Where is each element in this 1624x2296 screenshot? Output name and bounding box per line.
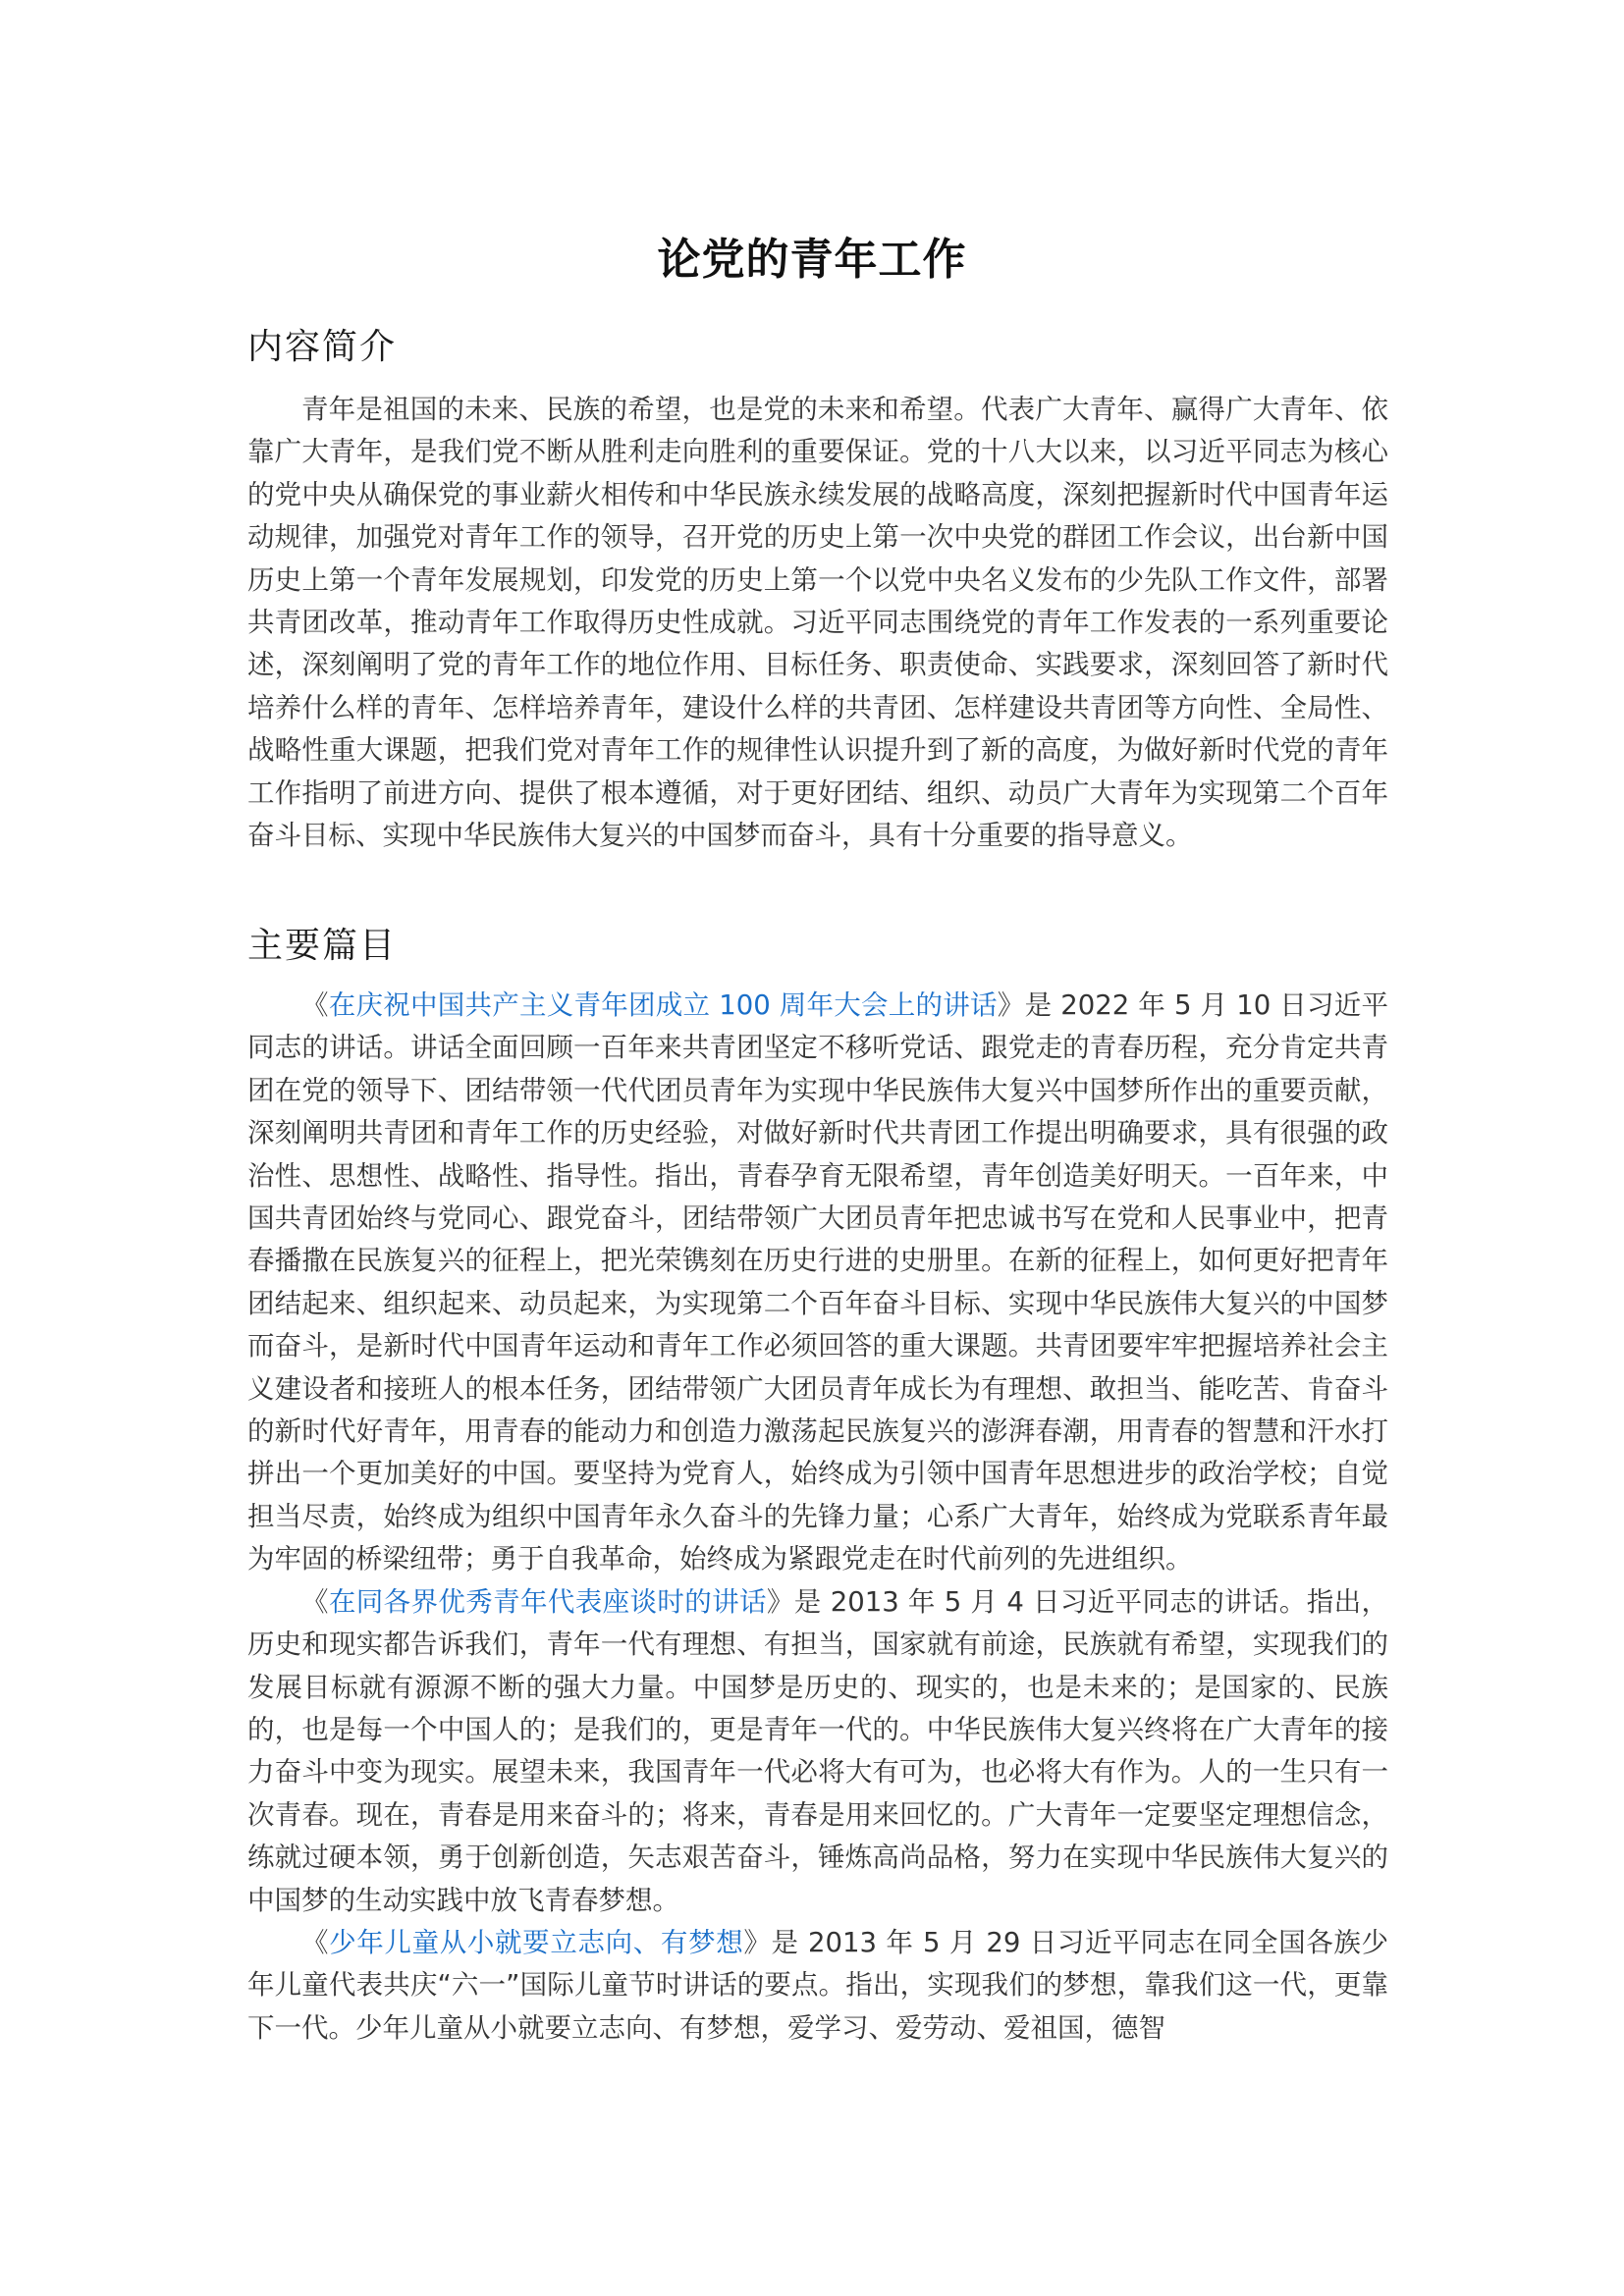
main-chapters-body xyxy=(247,985,1388,2050)
chapter-entry xyxy=(247,985,1388,1581)
chapter-entry xyxy=(247,1922,1388,2050)
chapter-entry xyxy=(247,1581,1388,1922)
chapter-link-children-aspirations-speech[interactable]: 少年儿童从小就要立志向、有梦想 xyxy=(329,1926,744,1958)
chapter-link-youth-league-centenary-speech[interactable]: 在庆祝中国共产主义青年团成立 100 周年大会上的讲话 xyxy=(328,989,998,1021)
chapter-description: 是 2022 年 5 月 10 日习近平同志的讲话。讲话全面回顾一百年来共青团坚定不移听党话、跟党走的青春历程，充分肯定共青团在党的领导下、团结带领一代代团员青年为实现中华民族伟大复兴中国梦所作出的重要贡献，深刻阐明共青团和青年工作的历史经验，对做好新时代共青团工作提出明确要求，具有很强的政治性、思想性、战略性、指导性。指出，青春孕育无限希望，青年创造美好明天。一百年来，中国共青团始终与党同心、跟党奋斗，团结带领广大团员青年把忠诚书写在党和人民事业中，把青春播撒在民族复兴的征程上，把光荣镌刻在历史行进的史册里。在新的征程上，如何更好把青年团结起来、组织起来、动员起来，为实现第二个百年奋斗目标、实现中华民族伟大复兴的中国梦而奋斗，是新时代中国青年运动和青年工作必须回答的重大课题。共青团要牢牢把握培养社会主义建设者和接班人的根本任务，团结带领广大团员青年成长为有理想、敢担当、能吃苦、肯奋斗的新时代好青年，用青春的能动力和创造力激荡起民族复兴的澎湃春潮，用青春的智慧和汗水打拼出一个更加美好的中国。要坚持为党育人，始终成为引领中国青年思想进步的政治学校；自觉担当尽责，始终成为组织中国青年永久奋斗的先锋力量；心系广大青年，始终成为党联系青年最为牢固的桥梁纽带；勇于自我革命，始终成为紧跟党走在时代前列的先进组织。 xyxy=(247,989,1389,1575)
open-bracket: 《 xyxy=(301,1926,330,1958)
introduction-paragraph: 青年是祖国的未来、民族的希望，也是党的未来和希望。代表广大青年、赢得广大青年、依靠广大青年，是我们党不断从胜利走向胜利的重要保证。党的十八大以来，以习近平同志为核心的党中央从确保党的事业薪火相传和中华民族永续发展的战略高度，深刻把握新时代中国青年运动规律，加强党对青年工作的领导，召开党的历史上第一次中央党的群团工作会议，出台新中国历史上第一个青年发展规划，印发党的历史上第一个以党中央名义发布的少先队工作文件，部署共青团改革，推动青年工作取得历史性成就。习近平同志围绕党的青年工作发表的一系列重要论述，深刻阐明了党的青年工作的地位作用、目标任务、职责使命、实践要求，深刻回答了新时代培养什么样的青年、怎样培养青年，建设什么样的共青团、怎样建设共青团等方向性、全局性、战略性重大课题，把我们党对青年工作的规律性认识提升到了新的高度，为做好新时代党的青年工作指明了前进方向、提供了根本遵循，对于更好团结、组织、动员广大青年为实现第二个百年奋斗目标、实现中华民族伟大复兴的中国梦而奋斗，具有十分重要的指导意义。 xyxy=(247,394,1388,852)
document-title: 论党的青年工作 xyxy=(657,235,967,285)
close-bracket: 》 xyxy=(997,989,1025,1021)
chapter-description: 是 2013 年 5 月 29 日习近平同志在同全国各族少年儿童代表共庆“六一”国际儿童节时讲话的要点。指出，实现我们的梦想，靠我们这一代，更靠下一代。少年儿童从小就要立志向、有梦想，爱学习、爱劳动、爱祖国，德智 xyxy=(247,1926,1389,2044)
close-bracket: 》 xyxy=(766,1585,794,1618)
chapter-link-outstanding-youth-symposium-speech[interactable]: 在同各界优秀青年代表座谈时的讲话 xyxy=(328,1585,767,1618)
close-bracket: 》 xyxy=(743,1926,772,1958)
open-bracket: 《 xyxy=(301,989,329,1021)
section-heading-introduction: 内容简介 xyxy=(247,327,398,367)
introduction-body xyxy=(247,389,1388,857)
open-bracket: 《 xyxy=(301,1585,329,1618)
section-heading-main-chapters: 主要篇目 xyxy=(247,926,398,966)
chapter-description: 是 2013 年 5 月 4 日习近平同志的讲话。指出，历史和现实都告诉我们，青年一代有理想、有担当，国家就有前途，民族就有希望，实现我们的发展目标就有源源不断的强大力量。中国梦是历史的、现实的，也是未来的；是国家的、民族的，也是每一个中国人的；是我们的，更是青年一代的。中华民族伟大复兴终将在广大青年的接力奋斗中变为现实。展望未来，我国青年一代必将大有可为，也必将大有作为。人的一生只有一次青春。现在，青春是用来奋斗的；将来，青春是用来回忆的。广大青年一定要坚定理想信念，练就过硬本领，勇于创新创造，矢志艰苦奋斗，锤炼高尚品格，努力在实现中华民族伟大复兴的中国梦的生动实践中放飞青春梦想。 xyxy=(247,1585,1389,1916)
